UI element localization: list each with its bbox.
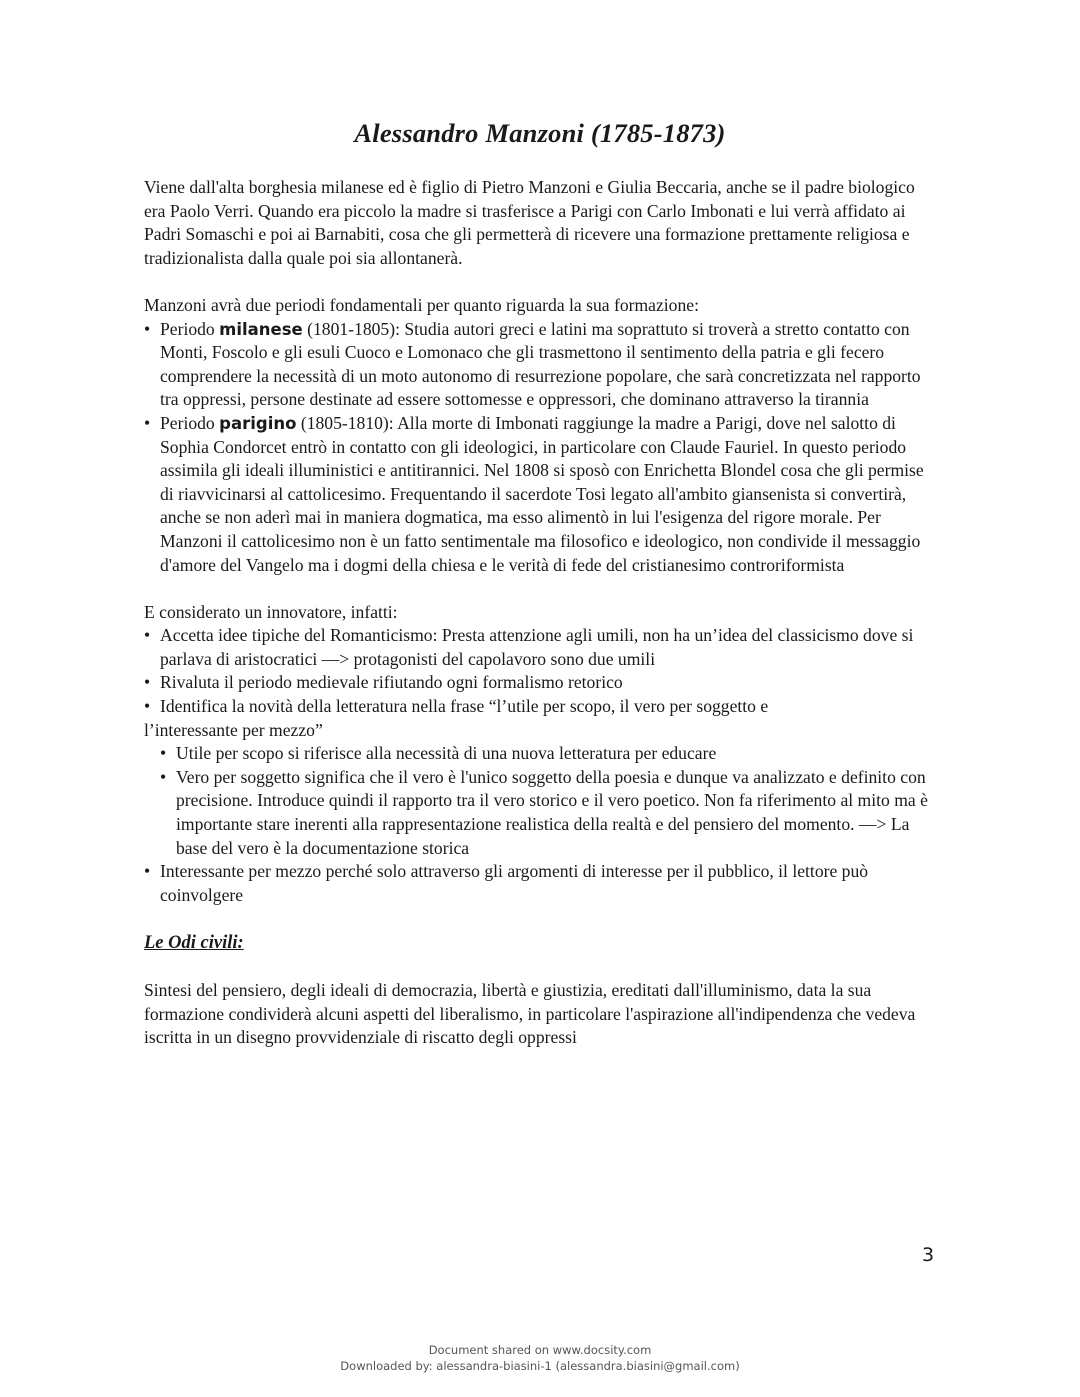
list-item — [144, 695, 939, 742]
period-name: milanese — [219, 319, 303, 339]
list-item-period-milanese — [144, 318, 939, 412]
list-item-line: l’interessante per mezzo” — [144, 719, 323, 740]
period-prefix: Periodo — [160, 412, 220, 433]
document-body — [144, 176, 939, 1050]
footer-downloaded-line: Downloaded by: alessandra-biasini-1 (alessandra.biasini@gmail.com) — [340, 1358, 740, 1373]
period-text: (1805-1810): Alla morte di Imbonati raggiunge la madre a Parigi, dove nel salotto di Sophia Condorcet entrò in contatto con gli ideologici, in particolare con Claude Fauriel. In questo periodo assimila gli ideali illuministici e antitirannici. Nel 1808 si sposò con Enrichetta Blondel cosa che gli permise di riavvicinarsi al cattolicesimo. Frequentando il sacerdote Tosi legato all'ambito giansenista si convertirà, anche se non aderì mai in maniera dogmatica, ma esso alimentò in lui l'esigenza del rigore morale. Per Manzoni il cattolicesimo non è un fatto sentimentale ma filosofico e ideologico, non condivide il messaggio d'amore del Vangelo ma i dogmi della chiesa e le verità di fede del cristianesimo controriformista — [160, 412, 924, 575]
footer-shared-line: Document shared on www.docsity.com — [428, 1343, 652, 1357]
list-item-line: Identifica la novità della letteratura nella frase “l’utile per scopo, il vero per soggetto e — [160, 696, 769, 717]
innovator-lead: E considerato un innovatore, infatti: — [144, 601, 398, 622]
list-item: • Rivaluta il periodo medievale rifiutando ogni formalismo retorico — [144, 671, 939, 695]
period-prefix: Periodo — [160, 318, 220, 339]
periods-lead: Manzoni avrà due periodi fondamentali per quanto riguarda la sua formazione: — [144, 294, 699, 315]
periods-list — [144, 318, 939, 578]
odi-paragraph: Sintesi del pensiero, degli ideali di democrazia, libertà e giustizia, ereditati dall'illuminismo, data la sua formazione condividerà alcuni aspetti del liberalismo, in particolare l'aspirazione all'indipendenza che vedeva iscritta in un disegno provvidenziale di riscatto degli oppressi — [144, 980, 916, 1048]
list-item: • Accetta idee tipiche del Romanticismo: Presta attenzione agli umili, non ha un’idea del classicismo dove si parlava di aristocratici —> protagonisti del capolavoro sono due umili — [144, 624, 939, 671]
innovator-list — [144, 624, 939, 907]
section-heading: Le Odi civili: — [144, 933, 244, 953]
list-item: • Interessante per mezzo perché solo attraverso gli argomenti di interesse per il pubblico, il lettore può coinvolgere — [144, 860, 939, 907]
page-title: Alessandro Manzoni (1785-1873) — [354, 118, 726, 148]
sub-list-item: • Vero per soggetto significa che il vero è l'unico soggetto della poesia e dunque va analizzato e definito con precisione. Introduce quindi il rapporto tra il vero storico e il vero poetico. Non fa riferimento al mito ma è importante stare inerenti alla rappresentazione realistica della realtà e del pensiero del momento. —> La base del vero è la documentazione storica — [144, 766, 939, 860]
page-number: 3 — [922, 1244, 935, 1266]
footer — [0, 1343, 1080, 1374]
sub-list-item: • Utile per scopo si riferisce alla necessità di una nuova letteratura per educare — [144, 742, 939, 766]
period-name: parigino — [219, 413, 297, 433]
intro-paragraph: Viene dall'alta borghesia milanese ed è figlio di Pietro Manzoni e Giulia Beccaria, anche se il padre biologico era Paolo Verri. Quando era piccolo la madre si trasferisce a Parigi con Carlo Imbonati e lui verrà affidato ai Padri Somaschi e poi ai Barnabiti, cosa che gli permetterà di ricevere una formazione prettamente religiosa e tradizionalista dalla quale poi sia allontanerà. — [144, 177, 915, 268]
period-text: (1801-1805): Studia autori greci e latini ma soprattuto si troverà a stretto contatto con Monti, Foscolo e gli esuli Cuoco e Lomonaco che gli trasmettono il sentimento della patria e gli fecero comprendere la necessità di un moto autonomo di resurrezione popolare, che sarà concretizzata nel rapporto tra oppressi, persone destinate ad essere sottomesse e oppressori, che dominano attraverso la tirannia — [160, 318, 921, 410]
list-item-period-parigino — [144, 412, 939, 577]
